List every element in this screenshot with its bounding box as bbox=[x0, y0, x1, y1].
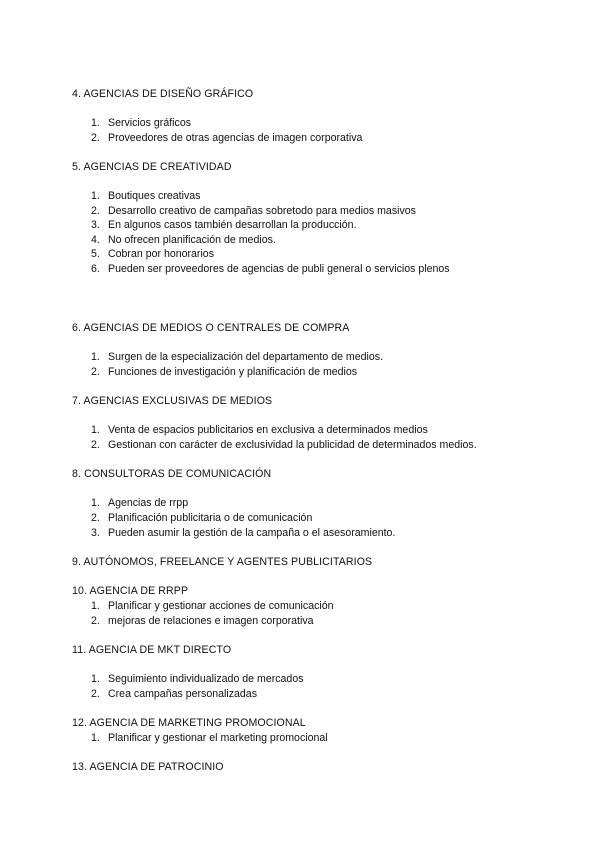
list-item bbox=[91, 219, 357, 231]
section-heading: 8. CONSULTORAS DE COMUNICACIÓN bbox=[72, 468, 272, 480]
item-number: 3. bbox=[91, 527, 100, 539]
section-heading: 11. AGENCIA DE MKT DIRECTO bbox=[72, 644, 232, 656]
item-number: 5. bbox=[91, 248, 100, 260]
list-item bbox=[91, 132, 362, 144]
list-item bbox=[91, 351, 383, 363]
item-number: 2. bbox=[91, 132, 100, 144]
item-number: 1. bbox=[91, 673, 100, 685]
item-number: 2. bbox=[91, 205, 100, 217]
item-number: 1. bbox=[91, 497, 100, 509]
item-text: Proveedores de otras agencias de imagen corporativa bbox=[108, 132, 363, 144]
item-number: 3. bbox=[91, 219, 100, 231]
item-number: 1. bbox=[91, 190, 100, 202]
list-item bbox=[91, 248, 214, 260]
list-item bbox=[91, 234, 276, 246]
item-number: 1. bbox=[91, 351, 100, 363]
section-heading: 13. AGENCIA DE PATROCINIO bbox=[72, 761, 224, 773]
item-number: 1. bbox=[91, 424, 100, 436]
list-item bbox=[91, 688, 257, 700]
item-text: Servicios gráficos bbox=[108, 117, 192, 129]
item-text: mejoras de relaciones e imagen corporativa bbox=[108, 615, 314, 627]
item-text: Seguimiento individualizado de mercados bbox=[108, 673, 304, 685]
item-text: Surgen de la especialización del departamento de medios. bbox=[108, 351, 384, 363]
item-number: 1. bbox=[91, 600, 100, 612]
list-item bbox=[91, 497, 188, 509]
item-text: Funciones de investigación y planificación de medios bbox=[108, 366, 358, 378]
section-heading: 4. AGENCIAS DE DISEÑO GRÁFICO bbox=[72, 88, 254, 100]
section-heading: 7. AGENCIAS EXCLUSIVAS DE MEDIOS bbox=[72, 395, 273, 407]
item-number: 2. bbox=[91, 615, 100, 627]
list-item bbox=[91, 205, 416, 217]
item-number: 4. bbox=[91, 234, 100, 246]
section-heading: 12. AGENCIA DE MARKETING PROMOCIONAL bbox=[72, 717, 306, 729]
item-text: No ofrecen planificación de medios. bbox=[108, 234, 276, 246]
item-text: Planificar y gestionar acciones de comunicación bbox=[108, 600, 334, 612]
item-text: Desarrollo creativo de campañas sobretodo para medios masivos bbox=[108, 205, 416, 217]
section-heading: 10. AGENCIA DE RRPP bbox=[72, 585, 189, 597]
list-item bbox=[91, 615, 314, 627]
item-text: Planificación publicitaria o de comunicación bbox=[108, 512, 313, 524]
item-text: Cobran por honorarios bbox=[108, 248, 214, 260]
section-heading: 6. AGENCIAS DE MEDIOS O CENTRALES DE COMPRA bbox=[72, 322, 350, 334]
list-item bbox=[91, 512, 312, 524]
item-text: Pueden asumir la gestión de la campaña o el asesoramiento. bbox=[108, 527, 396, 539]
item-text: Venta de espacios publicitarios en exclusiva a determinados medios bbox=[108, 424, 428, 436]
list-item bbox=[91, 263, 450, 275]
item-number: 2. bbox=[91, 366, 100, 378]
item-text: En algunos casos también desarrollan la producción. bbox=[108, 219, 357, 231]
list-item bbox=[91, 117, 191, 129]
list-item bbox=[91, 600, 334, 612]
item-text: Pueden ser proveedores de agencias de publi general o servicios plenos bbox=[108, 263, 450, 275]
list-item bbox=[91, 190, 200, 202]
item-number: 2. bbox=[91, 688, 100, 700]
list-item bbox=[91, 439, 477, 451]
item-text: Crea campañas personalizadas bbox=[108, 688, 257, 700]
item-text: Gestionan con carácter de exclusividad la publicidad de determinados medios. bbox=[108, 439, 477, 451]
item-text: Planificar y gestionar el marketing promocional bbox=[108, 732, 328, 744]
list-item bbox=[91, 527, 395, 539]
list-item bbox=[91, 732, 328, 744]
section-heading: 9. AUTÓNOMOS, FREELANCE Y AGENTES PUBLICITARIOS bbox=[72, 556, 373, 568]
item-number: 6. bbox=[91, 263, 100, 275]
item-text: Agencias de rrpp bbox=[108, 497, 189, 509]
item-text: Boutiques creativas bbox=[108, 190, 201, 202]
item-number: 2. bbox=[91, 512, 100, 524]
item-number: 1. bbox=[91, 732, 100, 744]
list-item bbox=[91, 424, 428, 436]
item-number: 1. bbox=[91, 117, 100, 129]
list-item bbox=[91, 366, 357, 378]
section-heading: 5. AGENCIAS DE CREATIVIDAD bbox=[72, 161, 232, 173]
item-number: 2. bbox=[91, 439, 100, 451]
list-item bbox=[91, 673, 304, 685]
